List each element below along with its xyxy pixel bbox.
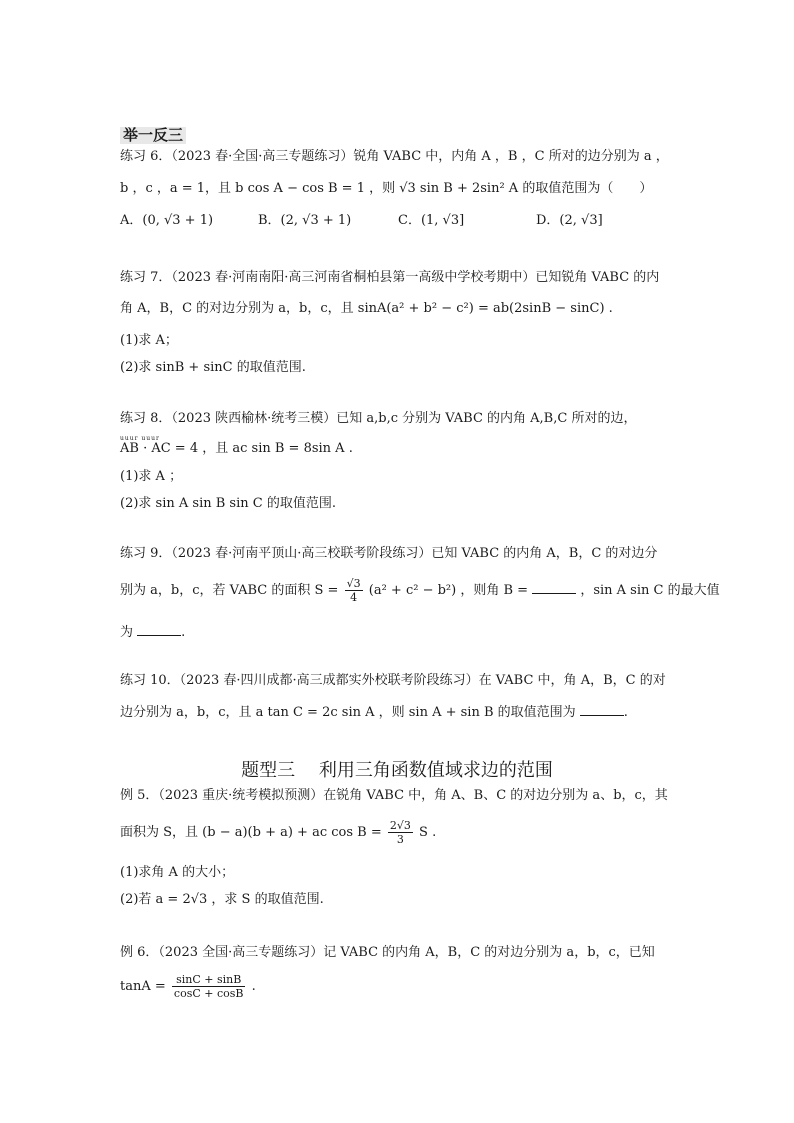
exercise-7-question-2: (2)求 sinB + sinC 的取值范围. — [120, 360, 306, 375]
exercise-6-option-b: B．(2, √3 + 1) — [258, 213, 352, 228]
vector-marks: uuur uuur — [120, 435, 160, 442]
exercise-8-line-1: 练习 8．（2023 陕西榆林·统考三模）已知 a,b,c 分别为 VABC 的内角 A,B,C 所对的边， — [120, 411, 637, 426]
example-6-line-2 — [120, 974, 256, 999]
answer-blank-max-value[interactable] — [137, 624, 181, 636]
exercise-9-line-2-middle: (a² + c² − b²) ，则角 B = — [368, 583, 529, 598]
section-title: 举一反三 — [120, 127, 186, 144]
example-5-line-2-start: 面积为 S，且 (b − a)(b + a) + ac cos B = — [120, 825, 382, 840]
answer-blank-range[interactable] — [580, 704, 624, 716]
example-5-fraction-denominator: 3 — [396, 833, 404, 846]
exercise-6-option-a: A．(0, √3 + 1) — [120, 213, 214, 228]
exercise-7-line-1: 练习 7．（2023 春·河南南阳·高三河南省桐柏县第一高级中学校考期中）已知锐角 VABC 的内 — [120, 270, 660, 285]
section-heading: 题型三 利用三角函数值域求边的范围 — [241, 760, 553, 781]
example-5-line-1: 例 5．（2023 重庆·统考模拟预测）在锐角 VABC 中，角 A、B、C 的对边分别为 a、b，c，其 — [120, 788, 668, 803]
area-fraction-numerator: √3 — [346, 577, 361, 590]
exercise-6-line-1: 练习 6．（2023 春·全国·高三专题练习）锐角 VABC 中，内角 A ，B ，C 所对的边分别为 a ， — [120, 149, 669, 164]
example-6-line-1: 例 6．（2023 全国·高三专题练习）记 VABC 的内角 A，B，C 的对边分别为 a，b，c，已知 — [120, 945, 655, 960]
area-fraction — [345, 578, 363, 603]
exercise-9-line-2-end: ，sin A sin C 的最大值 — [580, 583, 720, 598]
example-5-line-2-end: S . — [419, 825, 437, 840]
exercise-8-line-2-text: AB · AC = 4 ，且 ac sin B = 8sin A . — [120, 441, 353, 456]
exercise-6-option-c: C．(1, √3] — [398, 213, 465, 228]
example-6-lhs: tanA = — [120, 979, 166, 994]
example-5-fraction-numerator: 2√3 — [389, 819, 411, 832]
exercise-6-option-d: D．(2, √3] — [536, 213, 603, 228]
example-5-question-1: (1)求角 A 的大小； — [120, 865, 235, 880]
exercise-9-line-1: 练习 9．（2023 春·河南平顶山·高三校联考阶段练习）已知 VABC 的内角 A，B，C 的对边分 — [120, 546, 658, 561]
exercise-8-question-2: (2)求 sin A sin B sin C 的取值范围. — [120, 496, 336, 511]
example-5-line-2 — [120, 820, 436, 845]
exercise-9-line-2 — [120, 578, 720, 603]
exercise-9-line-2-start: 别为 a，b，c，若 VABC 的面积 S = — [120, 583, 339, 598]
answer-blank-angle-b[interactable] — [532, 582, 576, 594]
exercise-10-line-1: 练习 10．（2023 春·四川成都·高三成都实外校联考阶段练习）在 VABC 中，角 A，B，C 的对 — [120, 673, 666, 688]
exercise-7-line-2: 角 A，B，C 的对边分别为 a，b，c，且 sinA(a² + b² − c²) = ab(2sinB − sinC) . — [120, 301, 613, 316]
exercise-8-question-1: (1)求 A ； — [120, 469, 183, 484]
exercise-9-line-3-text: 为 — [120, 625, 134, 640]
example-6-fraction — [172, 974, 246, 999]
exercise-10-line-2: 边分别为 a，b，c，且 a tan C = 2c sin A ，则 sin A + sin B 的取值范围为 . — [120, 705, 628, 720]
exercise-6-line-2: b ，c ，a = 1，且 b cos A − cos B = 1 ，则 √3 sin B + 2sin² A 的取值范围为（ ） — [120, 181, 653, 196]
example-5-question-2: (2)若 a = 2√3 ，求 S 的取值范围. — [120, 892, 324, 907]
example-6-fraction-numerator: sinC + sinB — [172, 974, 246, 987]
exercise-10-line-2-text: 边分别为 a，b，c，且 a tan C = 2c sin A ，则 sin A + sin B 的取值范围为 — [120, 705, 576, 720]
exercise-7-question-1: (1)求 A； — [120, 333, 178, 348]
exercise-9-line-3: 为 . — [120, 625, 186, 640]
exercise-8-line-2 — [120, 435, 353, 456]
example-6-end: . — [251, 979, 256, 994]
example-5-fraction — [388, 820, 413, 845]
example-6-fraction-denominator: cosC + cosB — [173, 987, 244, 1000]
area-fraction-denominator: 4 — [350, 591, 358, 604]
